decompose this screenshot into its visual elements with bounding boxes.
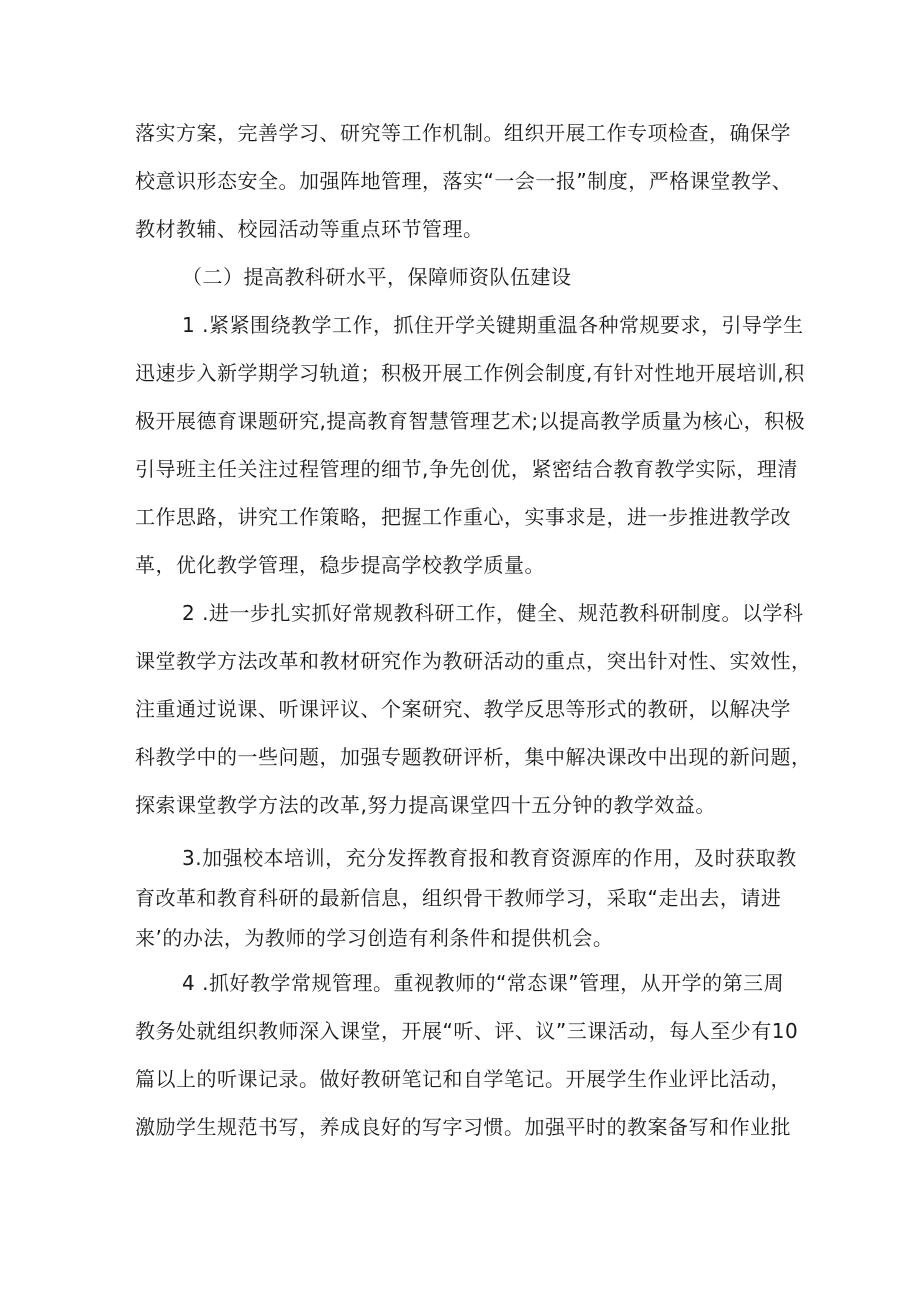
text-line: 引导班主任关注过程管理的细节,争先创优，紧密结合教育教学实际，理清 — [135, 457, 798, 481]
text-line: 工作思路，讲究工作策略，把握工作重心，实事求是，进一步推进教学改 — [135, 505, 791, 529]
text-line: 注重通过说课、听课评议、个案研究、教学反思等形式的教研，以解决学 — [135, 697, 791, 721]
text-line: 激励学生规范书写，养成良好的写字习惯。加强平时的教案备写和作业批 — [135, 1115, 791, 1139]
text-line: 篇以上的听课记录。做好教研笔记和自学笔记。开展学生作业评比活动， — [135, 1067, 791, 1091]
text-line: 4 .抓好教学常规管理。重视教师的“常态课”管理，从开学的第三周 — [182, 971, 785, 995]
text-line: 育改革和教育科研的最新信息，组织骨干教师学习，采取“走出去，请进 — [135, 886, 782, 910]
text-line: 革，优化教学管理，稳步提高学校教学质量。 — [135, 553, 545, 577]
text-line: 3.加强校本培训，充分发挥教育报和教育资源库的作用，及时获取教 — [182, 846, 797, 870]
text-line: 校意识形态安全。加强阵地管理，落实“一会一报”制度，严格课堂教学、 — [135, 169, 793, 193]
text-line: 来’的办法，为教师的学习创造有利条件和提供机会。 — [135, 926, 614, 950]
text-line: 探索课堂教学方法的改革,努力提高课堂四十五分钟的教学效益。 — [135, 793, 716, 817]
text-line: 极开展德育课题研究,提高教育智慧管理艺术;以提高教学质量为核心，积极 — [135, 409, 806, 433]
text-line: 教务处就组织教师深入课堂，开展“听、评、议”三课活动，每人至少有10 — [135, 1019, 799, 1043]
text-line: 科教学中的一些问题，加强专题教研评析，集中解决课改中出现的新问题， — [135, 745, 812, 769]
text-line: 1 .紧紧围绕教学工作，抓住开学关键期重温各种常规要求，引导学生 — [182, 313, 804, 337]
section-heading: （二）提高教科研水平，保障师资队伍建设 — [182, 265, 572, 289]
text-line: 2 .进一步扎实抓好常规教科研工作，健全、规范教科研制度。以学科 — [182, 601, 804, 625]
text-line: 教材教辅、校园活动等重点环节管理。 — [135, 217, 484, 241]
text-line: 落实方案，完善学习、研究等工作机制。组织开展工作专项检查，确保学 — [135, 121, 791, 145]
text-line: 迅速步入新学期学习轨道；积极开展工作例会制度,有针对性地开展培训,积 — [135, 361, 805, 385]
text-line: 课堂教学方法改革和教材研究作为教研活动的重点，突出针对性、实效性， — [135, 649, 812, 673]
